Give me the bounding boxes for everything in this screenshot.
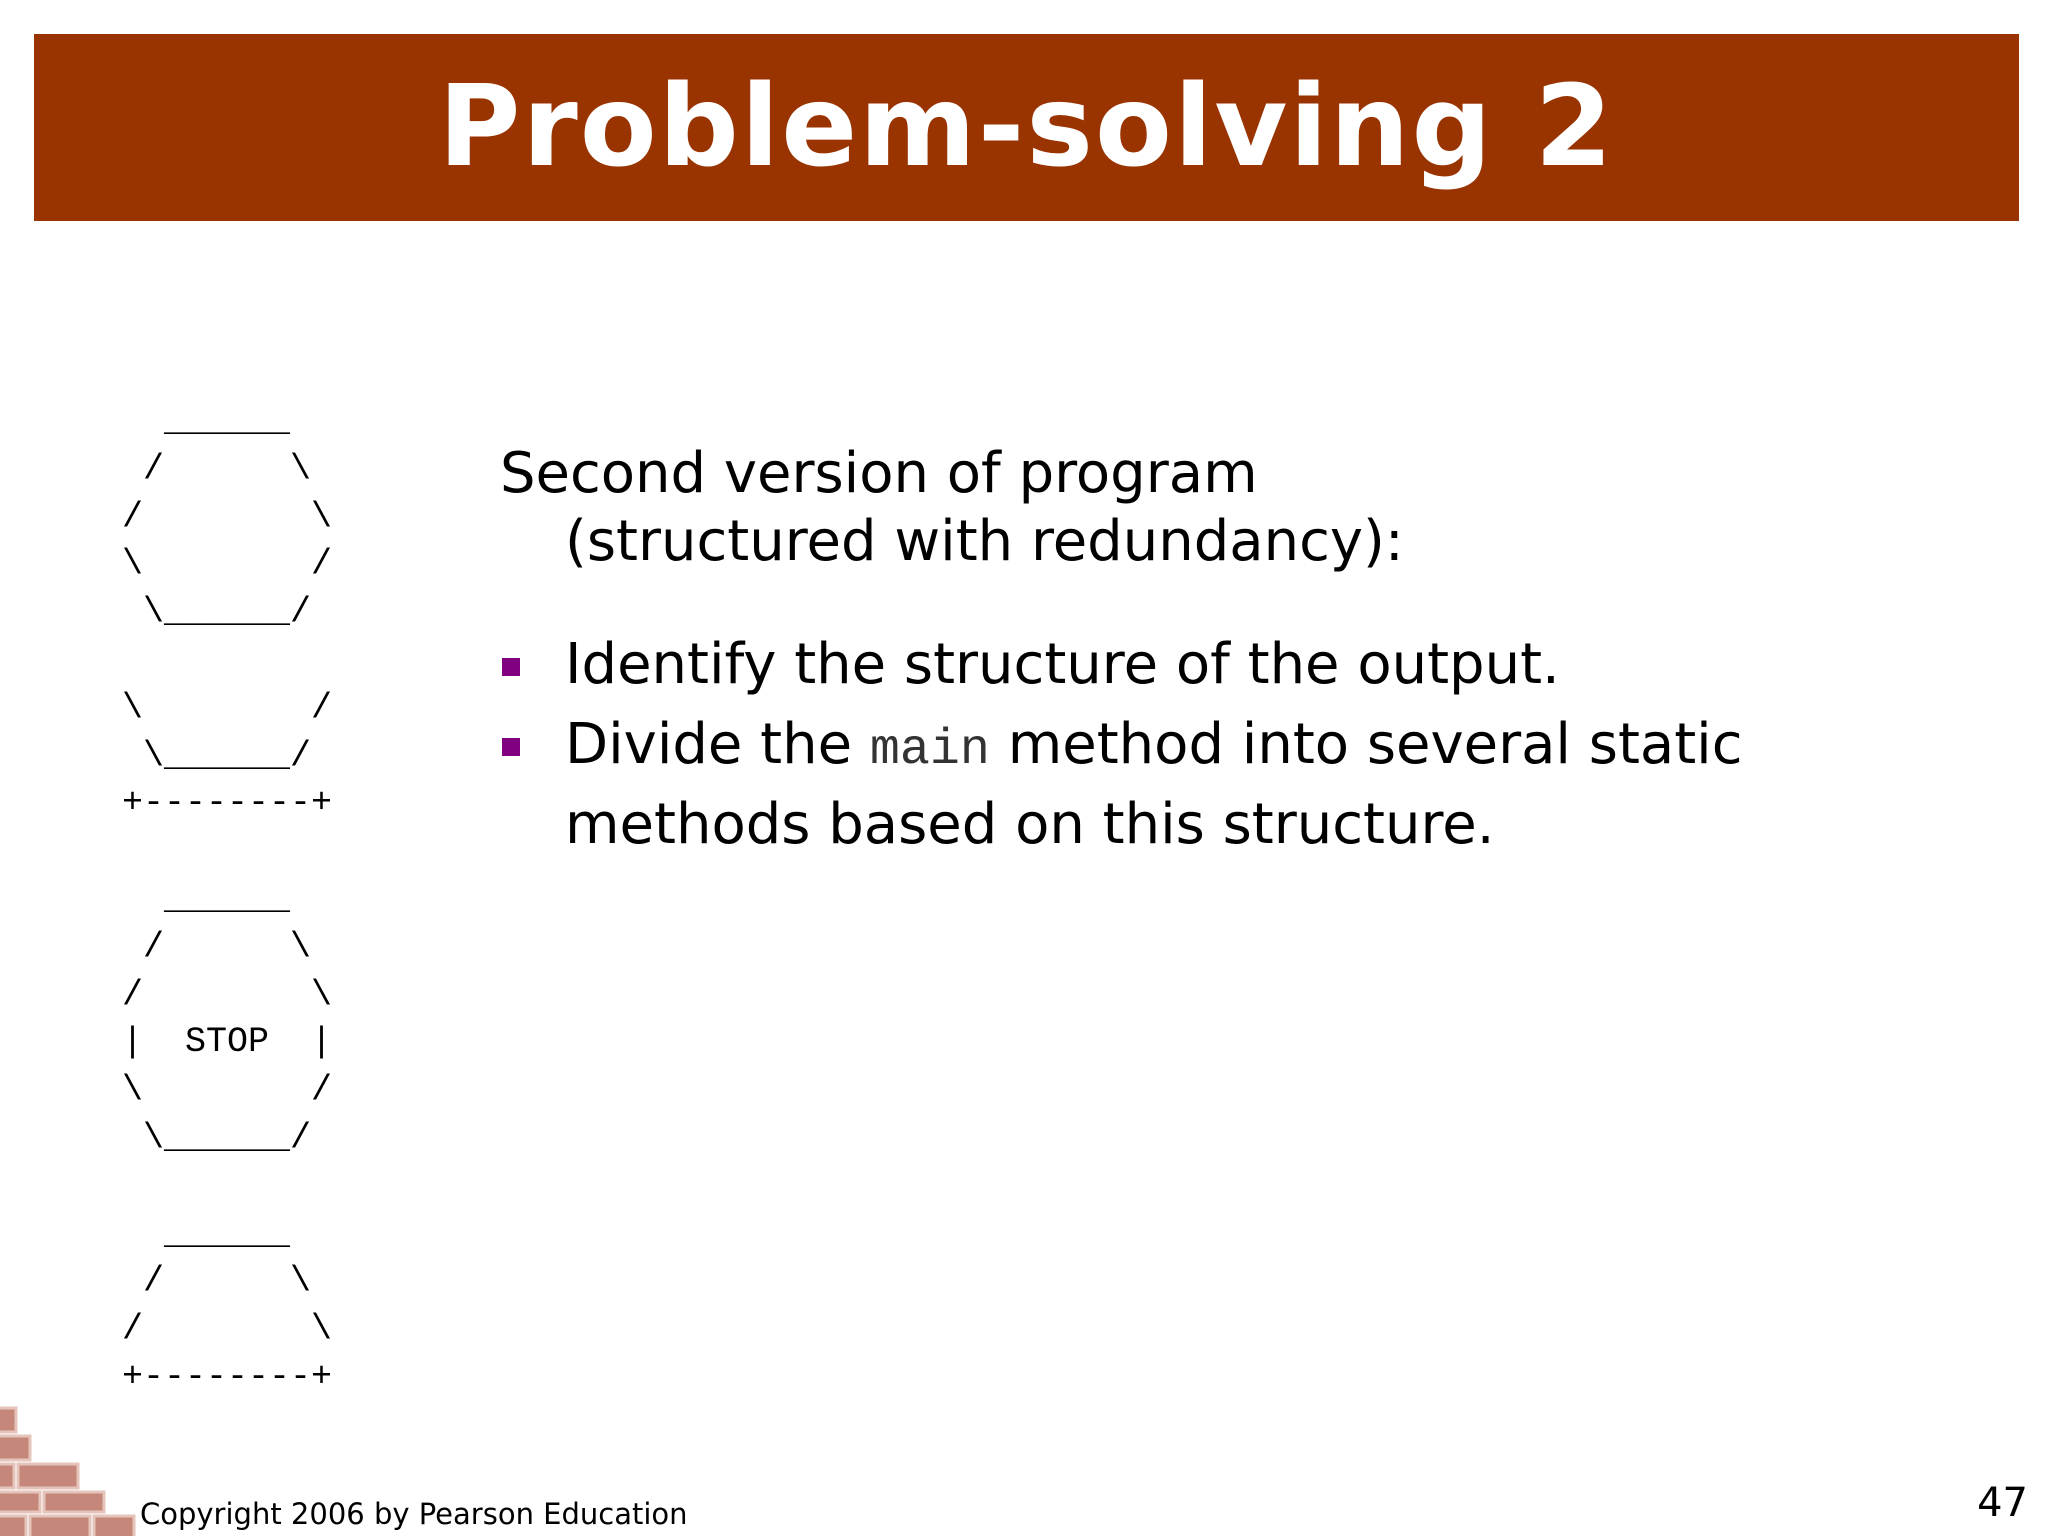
title-bar bbox=[34, 34, 2019, 221]
slide-title: Problem-solving 2 bbox=[438, 61, 1615, 192]
bullet-square-icon bbox=[502, 658, 520, 676]
intro-text: Second version of program bbox=[500, 441, 1258, 506]
slide-content bbox=[500, 440, 1900, 868]
page-number: 47 bbox=[1977, 1480, 2028, 1526]
ascii-art-output: ______ / \ / \ \ / \______/ \ / \______/ +--------+ ______ / \ / \ | STOP | \ / \______/ ______ / \ / \ +--------+ bbox=[122, 401, 333, 1397]
bullet-square-icon bbox=[502, 738, 520, 756]
copyright-notice: Copyright 2006 by Pearson Education bbox=[140, 1497, 688, 1531]
bullet-list bbox=[500, 628, 1900, 862]
intro-subtext: (structured with redundancy): bbox=[565, 509, 1404, 574]
bullet-item bbox=[500, 708, 1900, 862]
brick-wall-icon bbox=[0, 1406, 140, 1536]
bullet-text-continuation: methods based on this structure. bbox=[565, 792, 1495, 857]
bullet-text: Identify the structure of the output. bbox=[565, 632, 1560, 697]
bullet-text: method into several static bbox=[989, 712, 1743, 777]
bullet-text: Divide the bbox=[565, 712, 870, 777]
bullet-item bbox=[500, 628, 1900, 702]
code-keyword: main bbox=[869, 722, 990, 779]
